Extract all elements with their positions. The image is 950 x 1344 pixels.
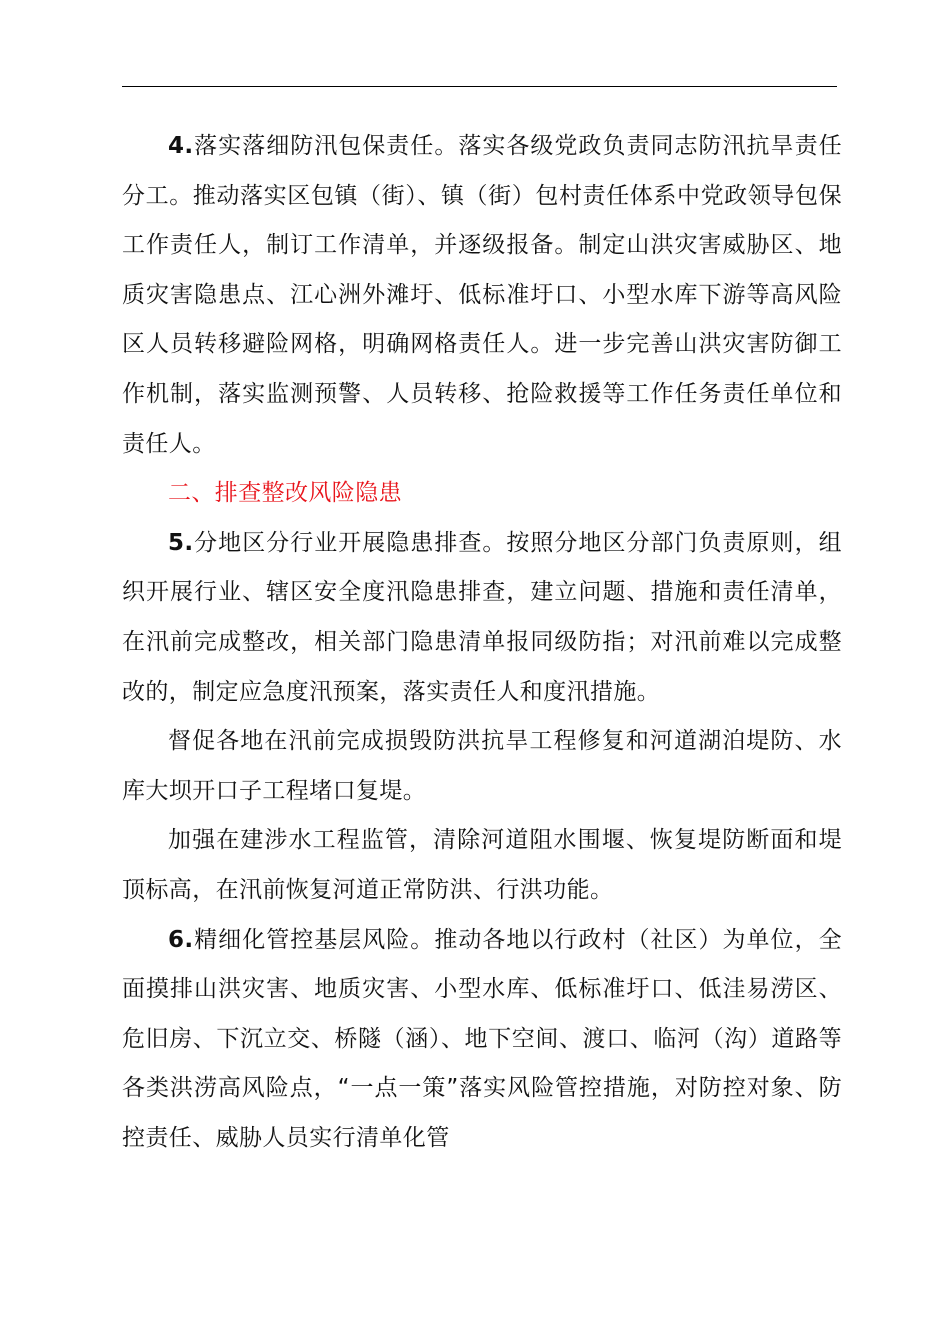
paragraph-repair [122,717,842,816]
paragraph-text: 加强在建涉水工程监管，清除河道阻水围堰、恢复堤防断面和堤顶标高，在汛前恢复河道正常防洪、行洪功能。 [122,827,842,903]
paragraph-item-4 [122,122,842,469]
item-number: 6. [168,926,194,953]
item-number: 5. [168,529,194,556]
paragraph-text: 落实落细防汛包保责任。落实各级党政负责同志防汛抗旱责任分工。推动落实区包镇（街）、镇（街）包村责任体系中党政领导包保工作责任人，制订工作清单，并逐级报备。制定山洪灾害威胁区、地质灾害隐患点、江心洲外滩圩、低标准圩口、小型水库下游等高风险区人员转移避险网格，明确网格责任人。进一步完善山洪灾害防御工作机制，落实监测预警、人员转移、抢险救援等工作任务责任单位和责任人。 [122,133,842,457]
paragraph-text: 督促各地在汛前完成损毁防洪抗旱工程修复和河道湖泊堤防、水库大坝开口子工程堵口复堤。 [122,728,842,804]
paragraph-text: 分地区分行业开展隐患排查。按照分地区分部门负责原则，组织开展行业、辖区安全度汛隐患排查，建立问题、措施和责任清单，在汛前完成整改，相关部门隐患清单报同级防指；对汛前难以完成整改的，制定应急度汛预案，落实责任人和度汛措施。 [122,529,842,705]
paragraph-item-6 [122,916,842,1164]
paragraph-text: 精细化管控基层风险。推动各地以行政村（社区）为单位，全面摸排山洪灾害、地质灾害、小型水库、低标准圩口、低洼易涝区、危旧房、下沉立交、桥隧（涵）、地下空间、渡口、临河（沟）道路等各类洪涝高风险点，“一点一策”落实风险管控措施，对防控对象、防控责任、威胁人员实行清单化管 [122,926,842,1151]
section-heading: 二、排查整改风险隐患 [168,480,402,507]
header-rule [122,86,837,87]
document-body [122,122,842,1163]
paragraph-supervision [122,816,842,915]
item-number: 4. [168,133,194,159]
paragraph-item-5 [122,519,842,717]
